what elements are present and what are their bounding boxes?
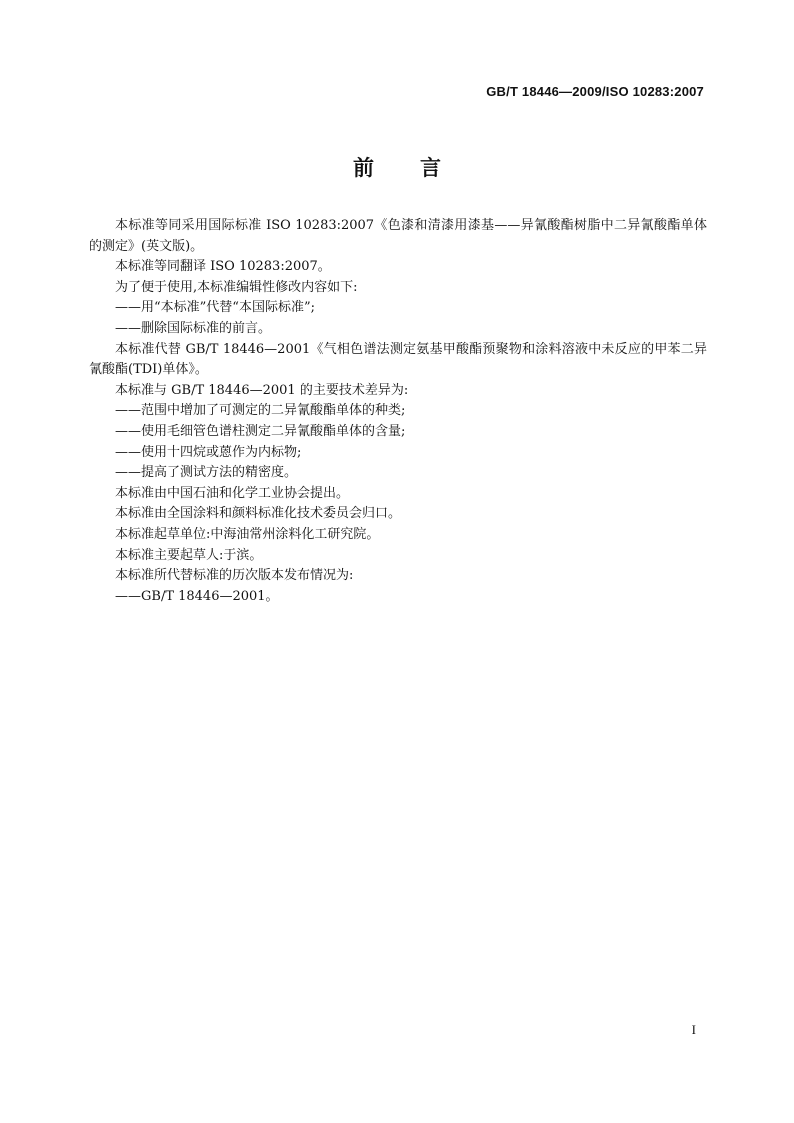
paragraph: 本标准起草单位:中海油常州涂料化工研究院。 <box>115 526 380 542</box>
paragraph: 本标准与 GB/T 18446—2001 的主要技术差异为: <box>115 382 409 398</box>
paragraph: ——使用毛细管色谱柱测定二异氰酸酯单体的含量; <box>115 423 406 439</box>
paragraph: 本标准主要起草人:于滨。 <box>115 547 263 563</box>
paragraph: 本标准由全国涂料和颜料标准化技术委员会归口。 <box>115 506 402 522</box>
paragraph: ——GB/T 18446—2001。 <box>115 588 279 604</box>
paragraph: ——提高了测试方法的精密度。 <box>115 465 298 481</box>
paragraph: 为了便于使用,本标准编辑性修改内容如下: <box>115 279 358 295</box>
preface-body <box>89 216 707 607</box>
paragraph: ——范围中增加了可测定的二异氰酸酯单体的种类; <box>115 403 406 419</box>
paragraph: 本标准所代替标准的历次版本发布情况为: <box>115 568 354 584</box>
paragraph: 本标准代替 GB/T 18446—2001《气相色谱法测定氨基甲酸酯预聚物和涂料溶液中未反应的甲苯二异氰酸酯(TDI)单体》。 <box>89 341 707 378</box>
paragraph: 本标准等同翻译 ISO 10283:2007。 <box>115 259 331 275</box>
page-number: I <box>691 1022 696 1037</box>
page-title: 前言 <box>353 156 487 180</box>
paragraph: 本标准等同采用国际标准 ISO 10283:2007《色漆和清漆用漆基——异氰酸酯树脂中二异氰酸酯单体的测定》(英文版)。 <box>89 218 707 254</box>
paragraph: 本标准由中国石油和化学工业协会提出。 <box>115 485 350 501</box>
standard-number: GB/T 18446—2009/ISO 10283:2007 <box>486 84 704 99</box>
paragraph: ——用“本标准”代替“本国际标准”; <box>115 300 315 316</box>
paragraph: ——使用十四烷或蒽作为内标物; <box>115 444 302 460</box>
paragraph: ——删除国际标准的前言。 <box>115 320 272 336</box>
